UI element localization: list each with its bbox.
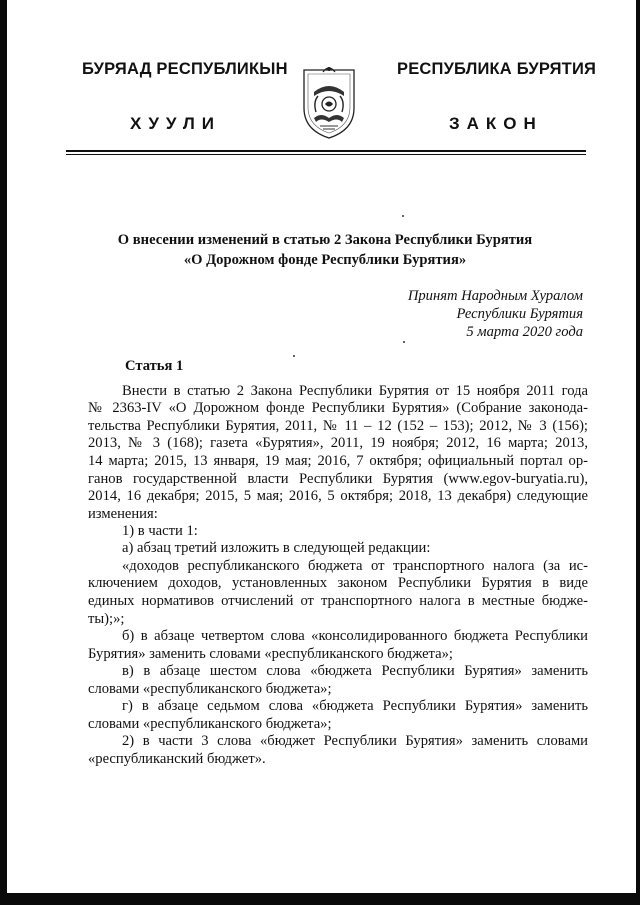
scan-speck: [293, 355, 295, 357]
article-text-line: г) в абзаце седьмом слова «бюджета Республики Бурятия» заменить: [122, 698, 588, 714]
article-text-line: 2014, 16 декабря; 2015, 5 мая; 2016, 5 октября; 2018, 13 декабря) следующие: [88, 488, 588, 504]
article-text-line: 1) в части 1:: [122, 523, 198, 539]
article-text-line: № 2363-IV «О Дорожном фонде Республики Бурятия» (Собрание законода-: [88, 400, 588, 416]
adoption-date: 5 марта 2020 года: [466, 324, 583, 340]
article-text-line: ты);»;: [88, 611, 125, 627]
article-text-line: «республиканский бюджет».: [88, 751, 266, 767]
header-right-line1: РЕСПУБЛИКА БУРЯТИЯ: [397, 60, 597, 78]
article-text-line: изменения:: [88, 506, 158, 522]
header-left-line1: БУРЯАД РЕСПУБЛИКЫН: [82, 60, 288, 78]
document-title-line2: «О Дорожном фонде Республики Бурятия»: [183, 252, 467, 268]
adopted-by-line2: Республики Бурятия: [456, 306, 583, 322]
article-text-line: словами «республиканского бюджета»;: [88, 681, 332, 697]
article-text-line: тельства Республики Бурятия, 2011, № 11 – 12 (152 – 153); 2012, № 3 (156);: [88, 418, 588, 434]
article-text-line: ганов государственной власти Республики Бурятия (www.egov-buryatia.ru),: [88, 471, 588, 487]
scan-edge-right: [636, 0, 640, 905]
article-text-line: «доходов республиканского бюджета от транспортного налога (за ис-: [122, 558, 588, 574]
scan-speck: [403, 341, 405, 343]
buryatia-coat-of-arms-icon: [300, 62, 358, 140]
header-left-line2: ХУУЛИ: [130, 114, 221, 133]
header-divider: [66, 150, 586, 152]
scan-edge-bottom: [0, 893, 640, 905]
document-title-line1: О внесении изменений в статью 2 Закона Республики Бурятия: [117, 232, 533, 248]
article-text-line: б) в абзаце четвертом слова «консолидированного бюджета Республики: [122, 628, 588, 644]
header-right-line2: ЗАКОН: [449, 114, 543, 133]
scan-speck: [402, 215, 404, 217]
article-text-line: в) в абзаце шестом слова «бюджета Республики Бурятия» заменить: [122, 663, 588, 679]
adopted-by-line1: Принят Народным Хуралом: [407, 288, 583, 304]
article-text-line: единых нормативов отчислений от транспортного налога в местные бюдже-: [88, 593, 588, 609]
article-text-line: ключением доходов, установленных законом Республики Бурятия в виде: [88, 575, 588, 591]
header-divider-thin: [66, 154, 586, 155]
article-text-line: Бурятия» заменить словами «республиканского бюджета»;: [88, 646, 453, 662]
article-text-line: словами «республиканского бюджета»;: [88, 716, 332, 732]
article-text-line: а) абзац третий изложить в следующей редакции:: [122, 540, 431, 556]
article-text-line: 14 марта; 2015, 13 января, 19 мая; 2016, 7 октября; официальный портал ор-: [88, 453, 588, 469]
scan-edge-left: [0, 0, 7, 905]
article-text-line: 2013, № 3 (168); газета «Бурятия», 2011, 19 ноября; 2012, 16 марта; 2013,: [88, 435, 588, 451]
article-text-line: 2) в части 3 слова «бюджет Республики Бурятия» заменить словами: [122, 733, 588, 749]
article-text-line: Внести в статью 2 Закона Республики Бурятия от 15 ноября 2011 года: [122, 383, 588, 399]
article-heading: Статья 1: [125, 358, 184, 374]
